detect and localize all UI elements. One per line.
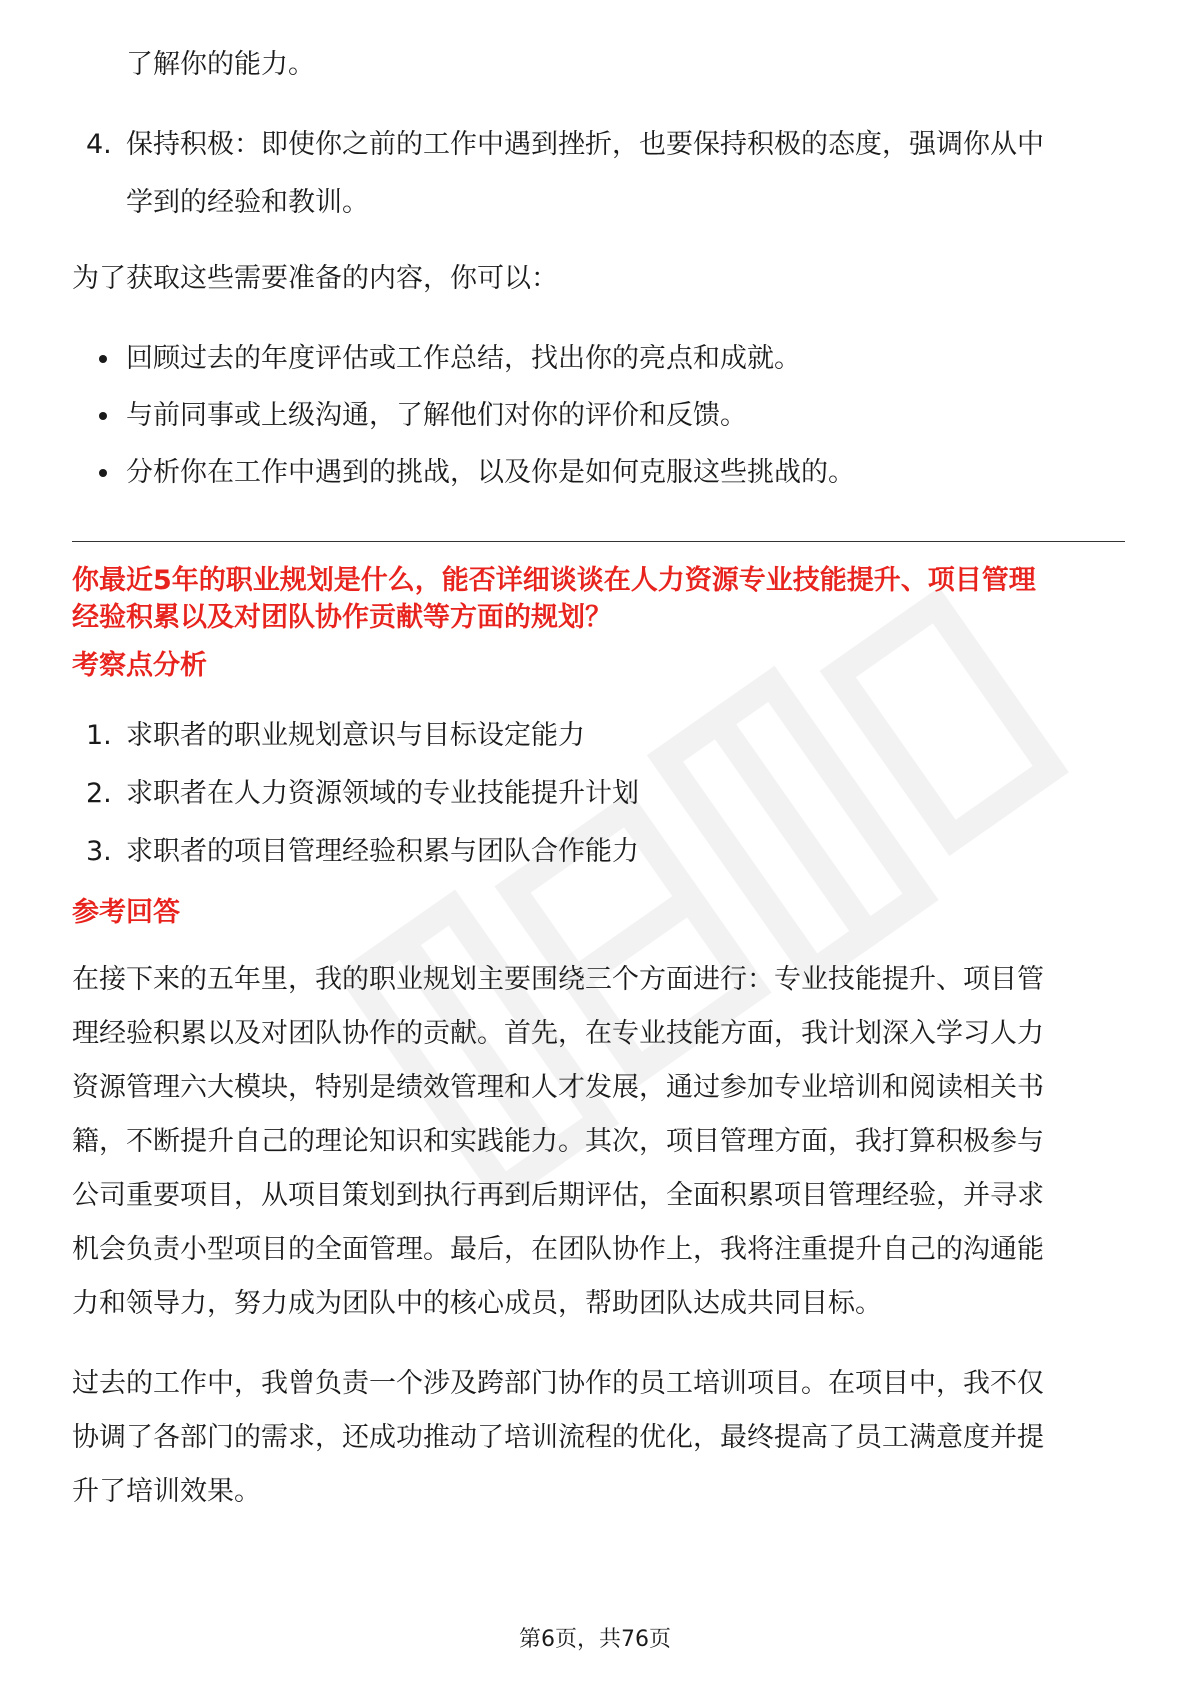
analysis-title: 考察点分析 xyxy=(72,650,207,681)
paragraph-line: 机会负责小型项目的全面管理。最后，在团队协作上，我将注重提升自己的沟通能 xyxy=(72,1234,1044,1265)
tips-list xyxy=(72,116,1127,232)
answer-paragraph-2 xyxy=(72,1357,1127,1519)
bullet-dot xyxy=(99,412,107,420)
list-text: 求职者的项目管理经验积累与团队合作能力 xyxy=(126,836,639,867)
list-text: 求职者的职业规划意识与目标设定能力 xyxy=(126,720,585,751)
list-number: 4. xyxy=(86,129,112,160)
answer-paragraph-1 xyxy=(72,953,1127,1331)
list-item xyxy=(72,330,1127,387)
question-heading xyxy=(72,562,1127,636)
list-item xyxy=(72,823,1127,881)
bullet-text: 与前同事或上级沟通，了解他们对你的评价和反馈。 xyxy=(126,400,747,431)
section-divider xyxy=(72,541,1125,542)
list-number: 2. xyxy=(86,778,112,809)
list-text-line1: 保持积极：即使你之前的工作中遇到挫折，也要保持积极的态度，强调你从中 xyxy=(126,129,1044,160)
list-item xyxy=(72,116,1127,232)
list-item xyxy=(72,387,1127,444)
answer-title: 参考回答 xyxy=(72,897,180,928)
paragraph-line: 在接下来的五年里，我的职业规划主要围绕三个方面进行：专业技能提升、项目管 xyxy=(72,964,1044,995)
bullet-text: 回顾过去的年度评估或工作总结，找出你的亮点和成就。 xyxy=(126,343,801,374)
top-block xyxy=(72,36,1127,94)
list-item xyxy=(72,707,1127,765)
paragraph-line: 资源管理六大模块，特别是绩效管理和人才发展，通过参加专业培训和阅读相关书 xyxy=(72,1072,1044,1103)
paragraph-line: 公司重要项目，从项目策划到执行再到后期评估，全面积累项目管理经验，并寻求 xyxy=(72,1180,1044,1211)
list-number: 1. xyxy=(86,720,112,751)
list-item xyxy=(72,444,1127,501)
bullet-text: 分析你在工作中遇到的挑战，以及你是如何克服这些挑战的。 xyxy=(126,457,855,488)
list-number: 3. xyxy=(86,836,112,867)
page-footer: 第6页，共76页 xyxy=(519,1627,671,1652)
paragraph-line: 理经验积累以及对团队协作的贡献。首先，在专业技能方面，我计划深入学习人力 xyxy=(72,1018,1044,1049)
analysis-list xyxy=(72,707,1127,881)
question-line2: 经验积累以及对团队协作贡献等方面的规划？ xyxy=(72,602,612,633)
bullet-dot xyxy=(99,355,107,363)
list-text: 求职者在人力资源领域的专业技能提升计划 xyxy=(126,778,639,809)
paragraph-line: 力和领导力，努力成为团队中的核心成员，帮助团队达成共同目标。 xyxy=(72,1288,882,1319)
paragraph-line: 籍，不断提升自己的理论知识和实践能力。其次，项目管理方面，我打算积极参与 xyxy=(72,1126,1044,1157)
bullet-dot xyxy=(99,469,107,477)
prep-intro: 为了获取这些需要准备的内容，你可以： xyxy=(72,263,558,294)
prep-bullet-list xyxy=(72,330,1127,501)
continuation-text: 了解你的能力。 xyxy=(126,49,315,80)
paragraph-line: 协调了各部门的需求，还成功推动了培训流程的优化，最终提高了员工满意度并提 xyxy=(72,1422,1044,1453)
list-text-line2: 学到的经验和教训。 xyxy=(126,187,369,218)
paragraph-line: 升了培训效果。 xyxy=(72,1476,261,1507)
question-line1: 你最近5年的职业规划是什么，能否详细谈谈在人力资源专业技能提升、项目管理 xyxy=(72,565,1036,596)
list-item xyxy=(72,765,1127,823)
paragraph-line: 过去的工作中，我曾负责一个涉及跨部门协作的员工培训项目。在项目中，我不仅 xyxy=(72,1368,1044,1399)
